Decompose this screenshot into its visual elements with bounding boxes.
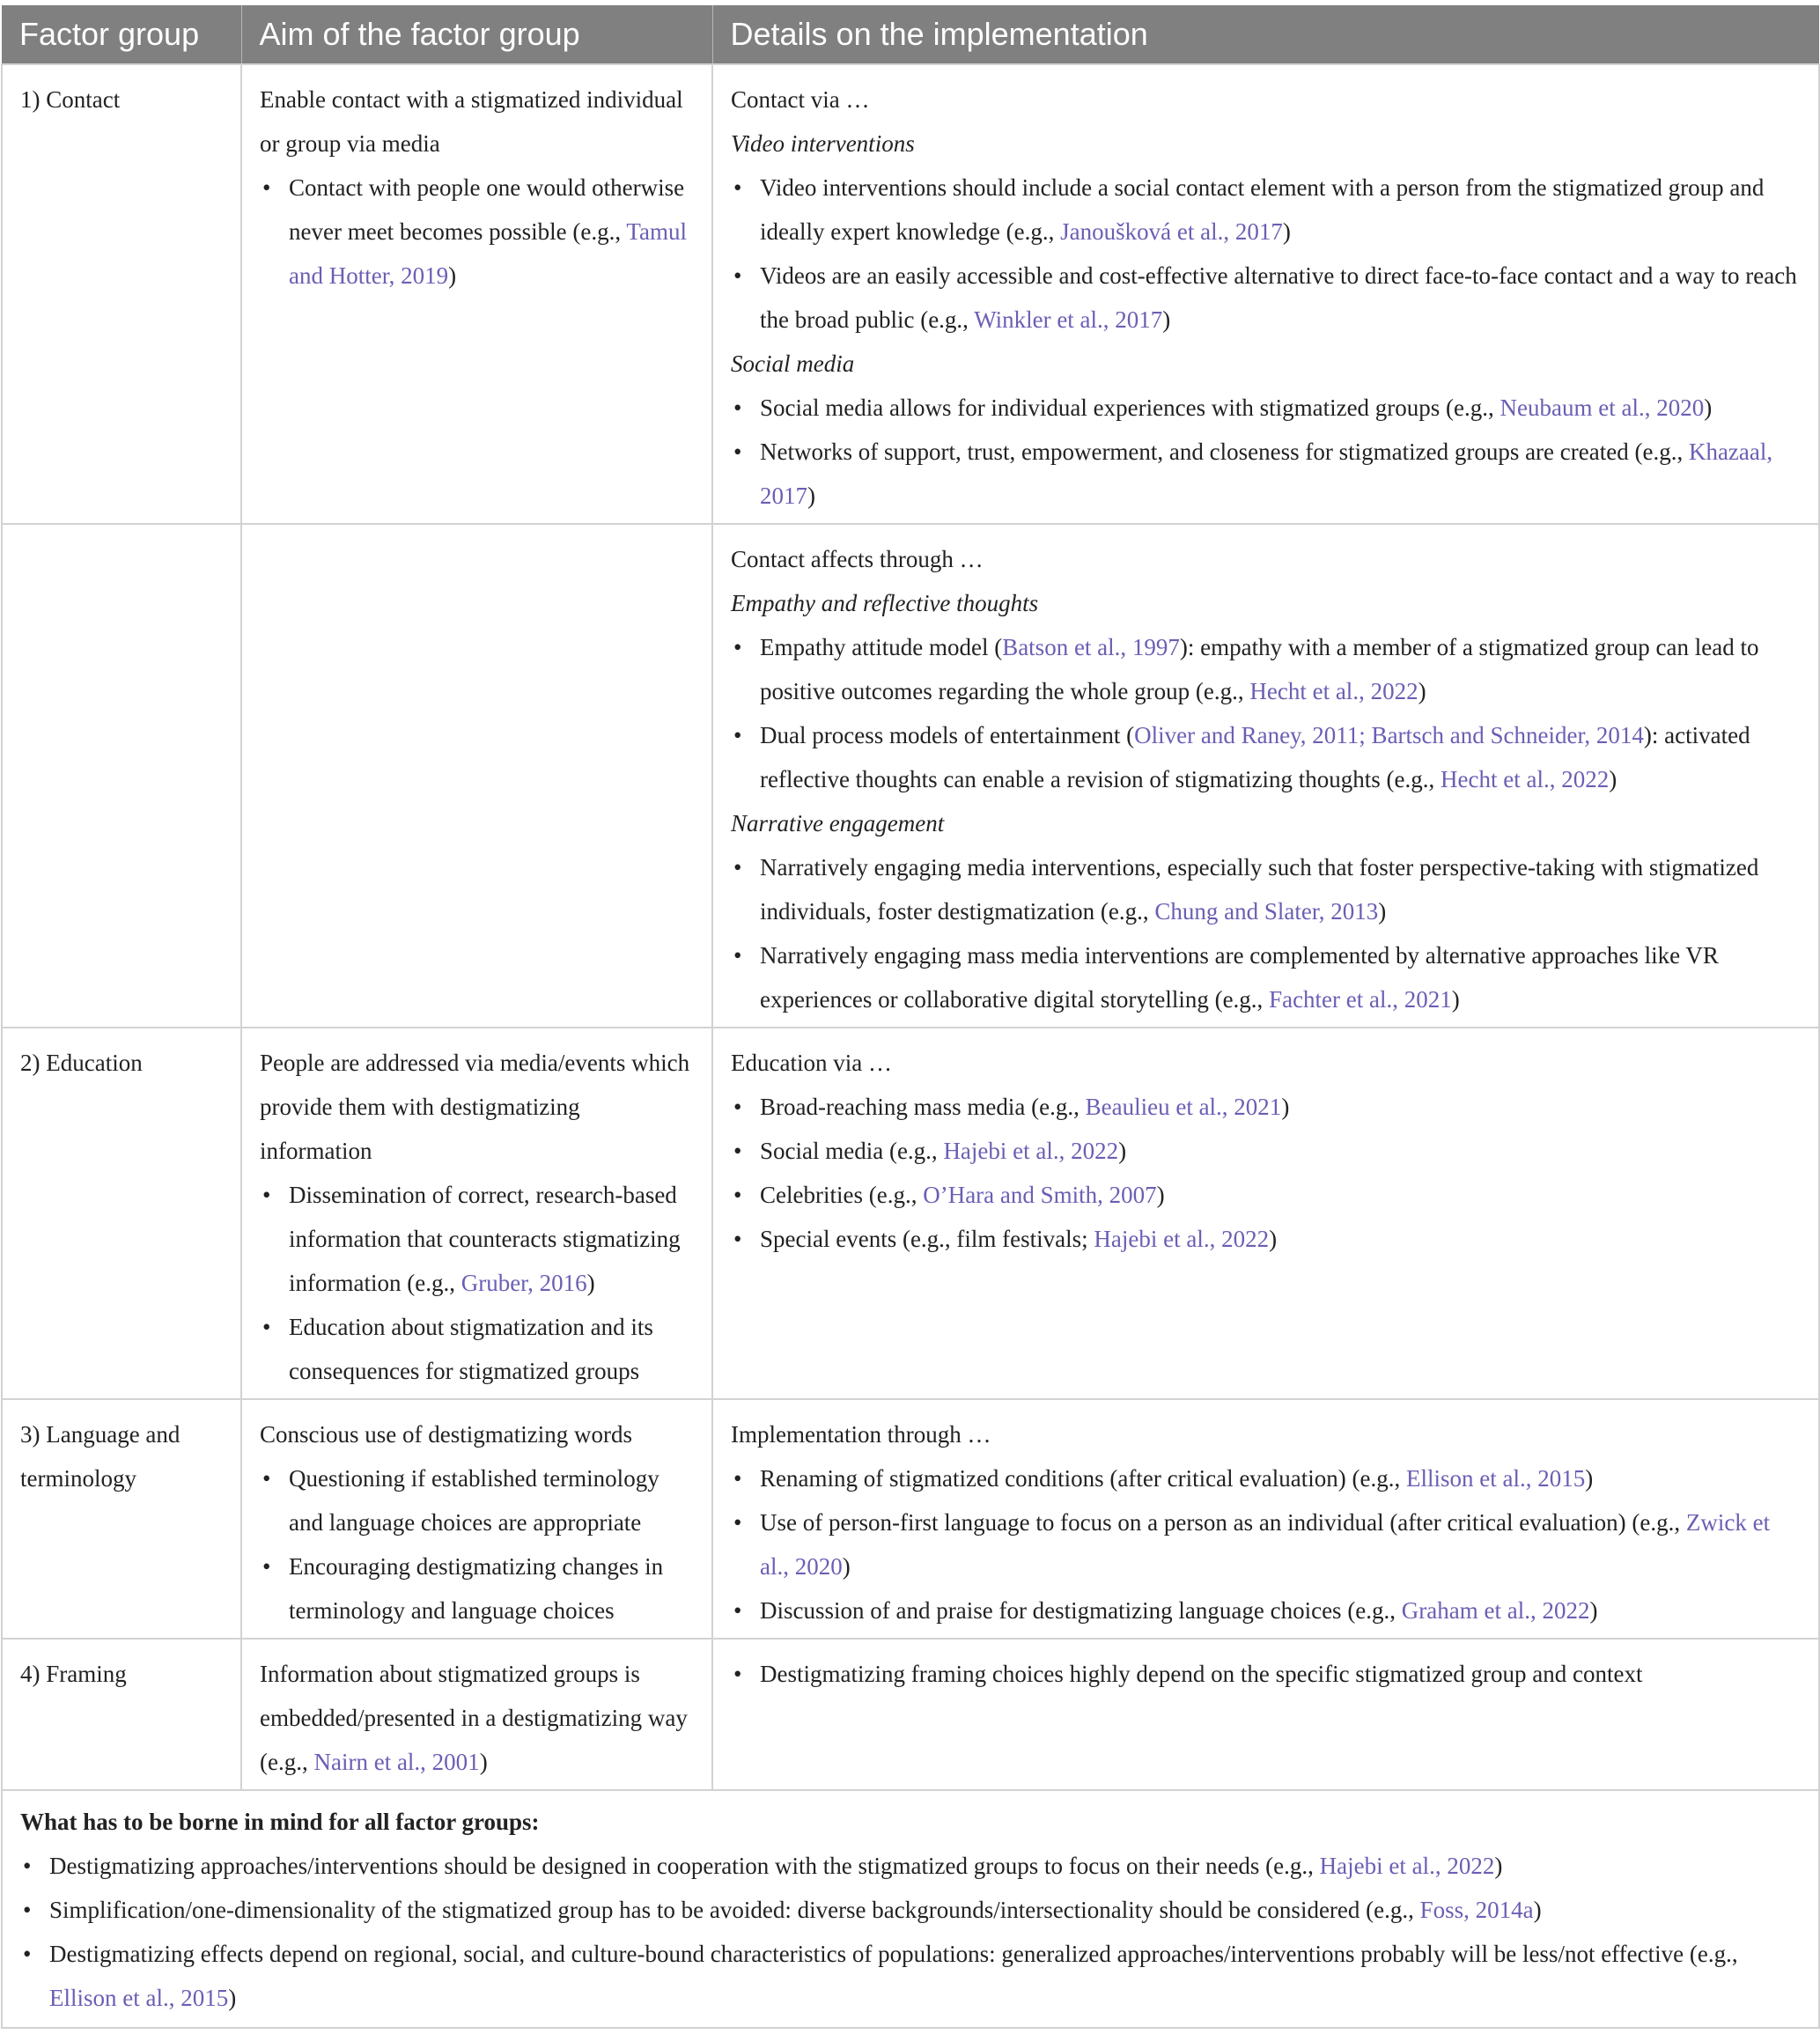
aim-text: Information about stigmatized groups is embedded/presented in a destigmatizing way (e.g., Nairn et al., 2001): [260, 1661, 688, 1775]
header-factor-group: Factor group: [2, 5, 241, 64]
list-item: • Education about stigmatization and its consequences for stigmatized groups: [289, 1305, 694, 1393]
citation-link[interactable]: Ellison et al., 2015: [1406, 1465, 1586, 1492]
citation-link[interactable]: Hajebi et al., 2022: [1319, 1853, 1495, 1879]
aim-text: Enable contact with a stigmatized individual or group via media: [260, 86, 683, 157]
subheading-narrative: Narrative engagement: [731, 810, 945, 836]
citation-link[interactable]: Beaulieu et al., 2021: [1085, 1094, 1282, 1120]
citation-link[interactable]: Neubaum et al., 2020: [1499, 394, 1705, 421]
list-item: • Videos are an easily accessible and cost-effective alternative to direct face-to-face contact and a way to reach the broad public (e.g., Winkler et al., 2017): [760, 254, 1801, 342]
details-education: [712, 1028, 1819, 1399]
list-item: • Social media (e.g., Hajebi et al., 2022): [760, 1129, 1801, 1173]
list-item: • Social media allows for individual experiences with stigmatized groups (e.g., Neubaum et al., 2020): [760, 386, 1801, 430]
citation-link[interactable]: Nairn et al., 2001: [313, 1749, 480, 1775]
aim-framing: [241, 1639, 712, 1790]
list-item: • Simplification/one-dimensionality of the stigmatized group has to be avoided: diverse backgrounds/intersectionality should be considered (e.g., Foss, 2014a): [49, 1888, 1801, 1932]
subheading-video: Video interventions: [731, 130, 915, 157]
citation-link[interactable]: Graham et al., 2022: [1401, 1597, 1590, 1624]
citation-link[interactable]: Janoušková et al., 2017: [1060, 218, 1283, 245]
details-language: [712, 1399, 1819, 1639]
table-row-language: [2, 1399, 1819, 1639]
factor-table: [1, 5, 1820, 2029]
citation-link[interactable]: Hajebi et al., 2022: [1094, 1226, 1270, 1252]
citation-link[interactable]: Ellison et al., 2015: [49, 1985, 229, 2011]
citation-link[interactable]: Fachter et al., 2021: [1269, 986, 1452, 1013]
aim-contact: [241, 64, 712, 524]
subheading-social: Social media: [731, 350, 855, 377]
list-item: • Celebrities (e.g., O’Hara and Smith, 2007): [760, 1173, 1801, 1217]
list-item: • Use of person-first language to focus on a person as an individual (after critical evaluation) (e.g., Zwick et al., 2020): [760, 1500, 1801, 1588]
list-item: • Empathy attitude model (Batson et al., 1997): empathy with a member of a stigmatized group can lead to positive outcomes regarding the whole group (e.g., Hecht et al., 2022): [760, 625, 1801, 713]
aim-text: People are addressed via media/events which provide them with destigmatizing information: [260, 1050, 690, 1164]
list-item: • Broad-reaching mass media (e.g., Beaulieu et al., 2021): [760, 1085, 1801, 1129]
empty-cell: [2, 524, 241, 1028]
table-footnote: [2, 1790, 1819, 2028]
list-item: • Discussion of and praise for destigmatizing language choices (e.g., Graham et al., 2022): [760, 1588, 1801, 1632]
header-row: [2, 5, 1819, 64]
citation-link[interactable]: O’Hara and Smith, 2007: [923, 1182, 1157, 1208]
list-item: • Contact with people one would otherwise never meet becomes possible (e.g., Tamul and Hotter, 2019): [289, 166, 694, 298]
list-item: • Destigmatizing effects depend on regional, social, and culture-bound characteristics of populations: generalized approaches/interventions probably will be less/not effective (e.g., Ellison et al., 2015): [49, 1932, 1801, 2020]
list-item: • Encouraging destigmatizing changes in terminology and language choices: [289, 1544, 694, 1632]
list-item: • Destigmatizing approaches/interventions should be designed in cooperation with the stigmatized groups to focus on their needs (e.g., Hajebi et al., 2022): [49, 1844, 1801, 1888]
citation-link[interactable]: Zwick et al., 2020: [760, 1509, 1771, 1580]
factor-language: 3) Language and terminology: [2, 1399, 241, 1639]
factor-framing: 4) Framing: [2, 1639, 241, 1790]
citation-link[interactable]: Tamul and Hotter, 2019: [289, 218, 687, 289]
list-item: • Dissemination of correct, research-based information that counteracts stigmatizing information (e.g., Gruber, 2016): [289, 1173, 694, 1305]
citation-link[interactable]: Chung and Slater, 2013: [1154, 898, 1379, 925]
citation-link[interactable]: Hecht et al., 2022: [1249, 678, 1418, 704]
factor-contact: 1) Contact: [2, 64, 241, 524]
list-item: • Narratively engaging mass media interventions are complemented by alternative approaches like VR experiences or collaborative digital storytelling (e.g., Fachter et al., 2021): [760, 933, 1801, 1021]
header-details: Details on the implementation: [712, 5, 1819, 64]
citation-link[interactable]: Foss, 2014a: [1419, 1897, 1534, 1923]
section-intro: Contact via …: [731, 86, 870, 113]
citation-link[interactable]: Hecht et al., 2022: [1441, 766, 1610, 792]
details-framing: [712, 1639, 1819, 1790]
list-item: • Destigmatizing framing choices highly depend on the specific stigmatized group and context: [760, 1652, 1801, 1696]
list-item: • Networks of support, trust, empowerment, and closeness for stigmatized groups are created (e.g., Khazaal, 2017): [760, 430, 1801, 518]
list-item: • Renaming of stigmatized conditions (after critical evaluation) (e.g., Ellison et al., 2015): [760, 1456, 1801, 1500]
factor-education: 2) Education: [2, 1028, 241, 1399]
table-row-note: [2, 1790, 1819, 2028]
aim-text: Conscious use of destigmatizing words: [260, 1421, 632, 1448]
aim-bullets: [260, 166, 694, 298]
section-intro: Implementation through …: [731, 1421, 991, 1448]
table-row-contact-affects: [2, 524, 1819, 1028]
section-intro: Education via …: [731, 1050, 892, 1076]
list-item: • Narratively engaging media interventions, especially such that foster perspective-taking with stigmatized individuals, foster destigmatization (e.g., Chung and Slater, 2013): [760, 845, 1801, 933]
aim-language: [241, 1399, 712, 1639]
citation-link[interactable]: Oliver and Raney, 2011; Bartsch and Schneider, 2014: [1134, 722, 1644, 748]
citation-link[interactable]: Gruber, 2016: [461, 1270, 587, 1296]
list-item: • Special events (e.g., film festivals; Hajebi et al., 2022): [760, 1217, 1801, 1261]
empty-cell: [241, 524, 712, 1028]
aim-education: [241, 1028, 712, 1399]
note-title: What has to be borne in mind for all factor groups:: [20, 1809, 540, 1835]
table-row-framing: [2, 1639, 1819, 1790]
citation-link[interactable]: Winkler et al., 2017: [974, 306, 1163, 333]
details-contact-affects: [712, 524, 1819, 1028]
list-item: • Dual process models of entertainment (Oliver and Raney, 2011; Bartsch and Schneider, 2014): activated reflective thoughts can enable a revision of stigmatizing thoughts (e.g., Hecht et al., 2022): [760, 713, 1801, 801]
citation-link[interactable]: Batson et al., 1997: [1002, 634, 1180, 660]
section-intro: Contact affects through …: [731, 546, 984, 572]
citation-link[interactable]: Khazaal, 2017: [760, 438, 1773, 509]
details-contact-via: [712, 64, 1819, 524]
subheading-empathy: Empathy and reflective thoughts: [731, 590, 1039, 616]
list-item: • Questioning if established terminology and language choices are appropriate: [289, 1456, 694, 1544]
table-row-contact: [2, 64, 1819, 524]
citation-link[interactable]: Hajebi et al., 2022: [943, 1138, 1119, 1164]
header-aim: Aim of the factor group: [241, 5, 712, 64]
list-item: • Video interventions should include a social contact element with a person from the stigmatized group and ideally expert knowledge (e.g., Janoušková et al., 2017): [760, 166, 1801, 254]
table-row-education: [2, 1028, 1819, 1399]
